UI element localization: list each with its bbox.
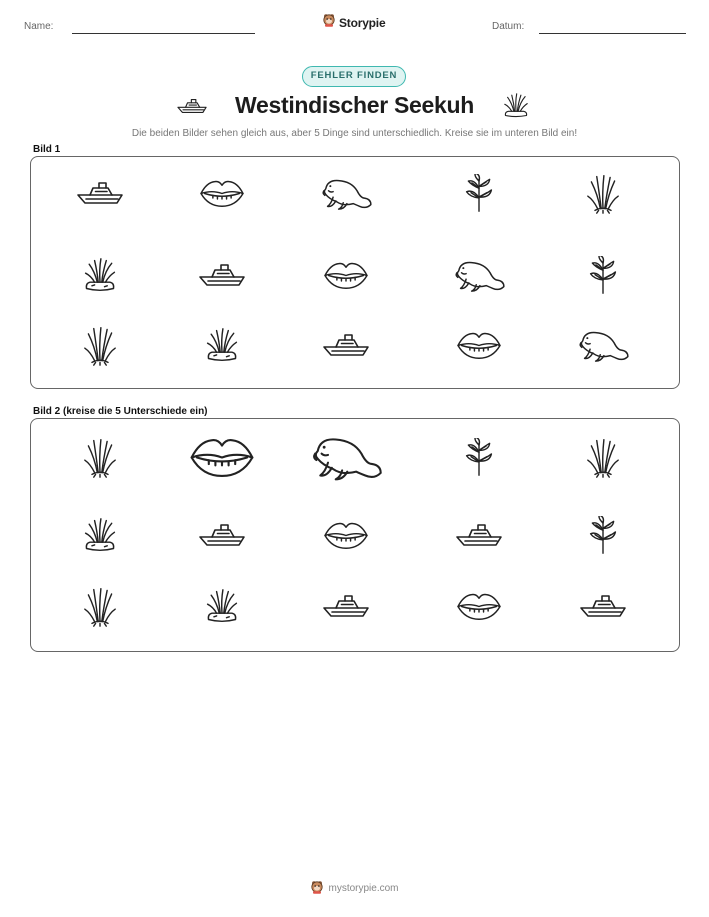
footer-url[interactable]: mystorypie.com: [328, 883, 399, 894]
name-label: Name:: [24, 21, 54, 32]
manatee-icon: [310, 433, 382, 482]
grass-icon: [585, 173, 621, 214]
boat-icon: [578, 592, 628, 620]
grass-rock-icon: [204, 326, 240, 364]
footer: [0, 880, 709, 897]
lips-icon: [456, 591, 502, 622]
name-field[interactable]: [72, 33, 255, 34]
boat-icon: [197, 261, 247, 289]
picture-2-label: Bild 2 (kreise die 5 Unterschiede ein): [33, 406, 208, 417]
boat-icon: [321, 331, 371, 359]
brand-name: Storypie: [339, 15, 386, 30]
lips-icon[interactable]: [189, 435, 255, 480]
date-field[interactable]: [539, 33, 686, 34]
boat-icon[interactable]: [454, 521, 504, 549]
leaf-icon: [587, 256, 619, 295]
picture-1-panel: [30, 156, 680, 389]
boat-icon: [454, 521, 504, 549]
grass-icon[interactable]: [82, 437, 118, 478]
instructions-text: Die beiden Bilder sehen gleich aus, aber 5 Dinge sind unterschiedlich. Kreise sie im unteren Bild ein!: [131, 128, 578, 139]
picture-2-panel[interactable]: [30, 418, 680, 652]
grass-icon: [82, 437, 118, 478]
grass-icon: [82, 586, 118, 627]
lips-icon: [189, 435, 255, 480]
boat-icon: [75, 179, 125, 207]
manatee-icon: [320, 176, 372, 211]
leaf-icon: [587, 516, 619, 555]
grass-rock-icon[interactable]: [204, 587, 240, 625]
grass-icon: [585, 437, 621, 478]
worksheet-header: [0, 0, 709, 50]
manatee-icon[interactable]: [310, 433, 382, 482]
lips-icon[interactable]: [456, 591, 502, 622]
lips-icon: [323, 260, 369, 291]
lips-icon: [323, 260, 369, 291]
grass-rock-icon: [82, 256, 118, 294]
date-label: Datum:: [492, 21, 525, 32]
grass-rock-icon: [204, 326, 240, 364]
grass-icon: [82, 325, 118, 366]
lips-icon[interactable]: [323, 520, 369, 551]
leaf-icon: [463, 438, 495, 477]
lips-icon: [456, 330, 502, 361]
grass-icon: [82, 325, 118, 366]
grass-rock-icon: [204, 587, 240, 625]
boat-icon: [75, 179, 125, 207]
boat-icon: [197, 521, 247, 549]
boat-icon[interactable]: [578, 592, 628, 620]
manatee-icon: [453, 258, 505, 293]
boat-icon: [321, 592, 371, 620]
lips-icon: [199, 178, 245, 209]
lips-icon: [199, 178, 245, 209]
manatee-icon: [453, 258, 505, 293]
grass-rock-icon[interactable]: [82, 516, 118, 554]
grass-rock-icon: [82, 516, 118, 554]
manatee-icon: [320, 176, 372, 211]
boat-icon: [321, 331, 371, 359]
grass-rock-icon: [82, 256, 118, 294]
page-title: Westindischer Seekuh: [235, 92, 474, 118]
activity-badge: FEHLER FINDEN: [302, 66, 406, 87]
brand-logo: [322, 13, 385, 32]
grass-rock-icon: [502, 91, 530, 124]
boat-icon[interactable]: [321, 592, 371, 620]
lips-icon: [456, 330, 502, 361]
storypie-mascot-icon: [310, 880, 324, 897]
picture-1-label: Bild 1: [33, 144, 61, 155]
storypie-mascot-icon: [322, 13, 336, 32]
leaf-icon: [463, 174, 495, 213]
manatee-icon: [577, 328, 629, 363]
leaf-icon: [587, 256, 619, 295]
boat-icon: [197, 261, 247, 289]
leaf-icon: [463, 174, 495, 213]
leaf-icon[interactable]: [587, 516, 619, 555]
boat-icon[interactable]: [197, 521, 247, 549]
grass-icon[interactable]: [82, 586, 118, 627]
manatee-icon: [577, 328, 629, 363]
lips-icon: [323, 520, 369, 551]
grass-icon[interactable]: [585, 437, 621, 478]
leaf-icon[interactable]: [463, 438, 495, 477]
grass-icon: [585, 173, 621, 214]
